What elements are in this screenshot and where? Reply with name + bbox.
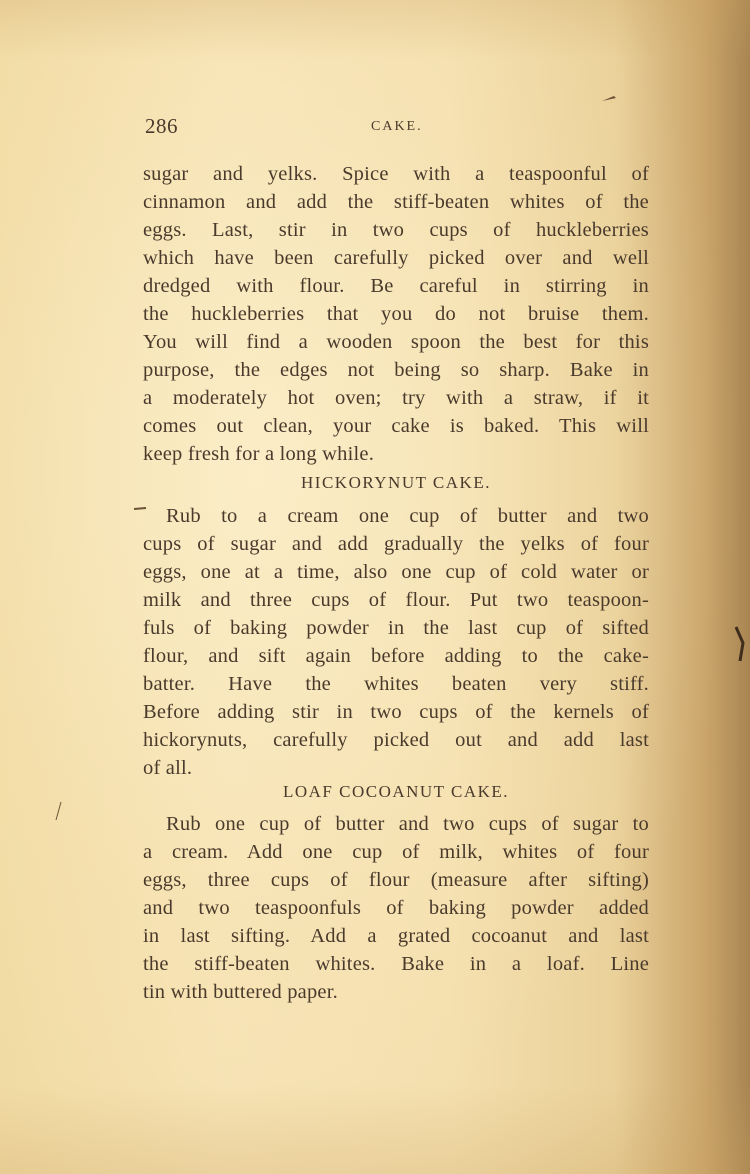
text-line: the stiff-beaten whites. Bake in a loaf. Line bbox=[143, 953, 649, 975]
text-line: You will find a wooden spoon the best for this bbox=[143, 331, 649, 353]
running-title: CAKE. bbox=[371, 119, 423, 134]
text-line: cups of sugar and add gradually the yelks of four bbox=[143, 533, 649, 555]
text-line: comes out clean, your cake is baked. This will bbox=[143, 415, 649, 437]
pencil-mark bbox=[52, 800, 64, 824]
text-line: dredged with flour. Be careful in stirring in bbox=[143, 275, 649, 297]
recipe-heading-hickorynut: HICKORYNUT CAKE. bbox=[301, 473, 491, 492]
stray-dash-mark bbox=[132, 505, 150, 513]
text-line: batter. Have the whites beaten very stiff. bbox=[143, 673, 649, 695]
page-shading-top bbox=[0, 0, 750, 60]
recipe-heading-loaf-cocoanut: LOAF COCOANUT CAKE. bbox=[282, 782, 510, 801]
text-line: purpose, the edges not being so sharp. Bake in bbox=[143, 359, 649, 381]
edge-mark bbox=[733, 625, 747, 665]
text-line: eggs, one at a time, also one cup of cold water or bbox=[143, 561, 649, 583]
text-line: sugar and yelks. Spice with a teaspoonful of bbox=[143, 163, 649, 185]
running-head bbox=[145, 114, 650, 140]
text-line: of all. bbox=[143, 757, 193, 779]
page-shading-bottom bbox=[0, 1084, 750, 1174]
text-line: a moderately hot oven; try with a straw, if it bbox=[143, 387, 649, 409]
text-line: keep fresh for a long while. bbox=[143, 443, 375, 465]
text-line: Rub one cup of butter and two cups of sugar to bbox=[166, 813, 649, 835]
stray-ink-mark bbox=[600, 92, 618, 104]
text-line: Rub to a cream one cup of butter and two bbox=[166, 505, 649, 527]
text-line: hickorynuts, carefully picked out and add last bbox=[143, 729, 649, 751]
text-line: a cream. Add one cup of milk, whites of four bbox=[143, 841, 649, 863]
text-line: tin with buttered paper. bbox=[143, 981, 338, 1003]
text-line: eggs. Last, stir in two cups of huckleberries bbox=[143, 219, 649, 241]
page-number: 286 bbox=[145, 114, 178, 138]
text-line: which have been carefully picked over and well bbox=[143, 247, 649, 269]
text-line: fuls of baking powder in the last cup of sifted bbox=[143, 617, 649, 639]
text-line: eggs, three cups of flour (measure after sifting) bbox=[143, 869, 649, 891]
text-line: milk and three cups of flour. Put two teaspoon- bbox=[143, 589, 649, 611]
text-line: Before adding stir in two cups of the kernels of bbox=[143, 701, 649, 723]
text-line: the huckleberries that you do not bruise them. bbox=[143, 303, 649, 325]
text-line: in last sifting. Add a grated cocoanut and last bbox=[143, 925, 649, 947]
text-line: cinnamon and add the stiff-beaten whites of the bbox=[143, 191, 649, 213]
text-line: and two teaspoonfuls of baking powder added bbox=[143, 897, 649, 919]
text-line: flour, and sift again before adding to the cake- bbox=[143, 645, 649, 667]
